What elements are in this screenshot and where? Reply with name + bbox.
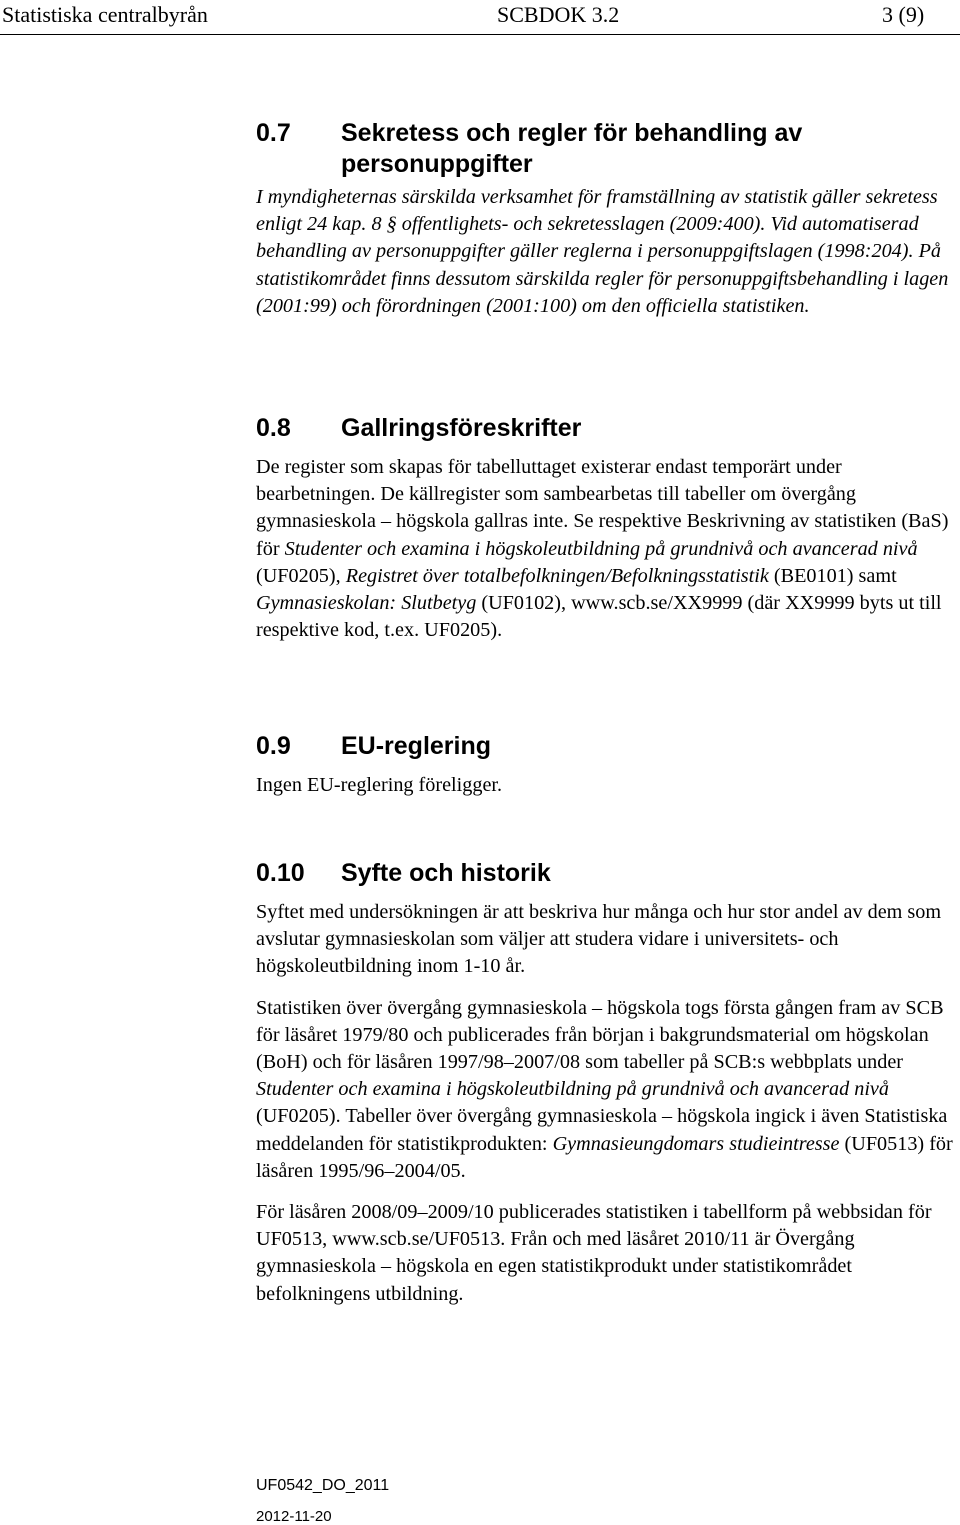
section-heading [256,731,956,762]
section-heading [256,858,956,889]
section-0-9 [256,731,956,799]
italic-title-ref: Gymnasieungdomars studieintresse [552,1132,840,1155]
text-run: (UF0513) för läsåren 1995/96–2004/05. [256,1132,953,1182]
italic-title-ref: Studenter och examina i högskoleutbildning på grundnivå och avancerad nivå [284,537,918,560]
section-heading [256,118,956,180]
section-title: Syfte och historik [341,859,551,887]
footer-date: 2012-11-20 [256,1508,332,1525]
section-paragraph [256,995,956,1185]
section-title: Sekretess och regler för behandling av personuppgifter [341,119,803,178]
section-number: 0.7 [256,119,291,147]
text-run: (UF0205). Tabeller över övergång gymnasieskola – högskola ingick i även Statistiska meddelanden för statistikprodukten: [256,1105,948,1155]
page-header [0,0,960,36]
text-run: (UF0205), [256,564,346,587]
section-number: 0.10 [256,859,305,887]
italic-title-ref: Registret över totalbefolkningen/Befolkningsstatistik [345,564,769,587]
section-0-10 [256,858,956,1308]
section-paragraph: Syftet med undersökningen är att beskriva hur många och hur stor andel av dem som avslutar gymnasieskolan som väljer att studera vidare i universitets- och högskoleutbildning inom 1-10 år. [256,901,942,978]
header-document-code: SCBDOK 3.2 [497,2,620,27]
section-paragraph [256,184,956,320]
section-paragraph [256,454,956,644]
section-title: EU-reglering [341,732,492,760]
section-title: Gallringsföreskrifter [341,414,582,442]
text-run: (UF0102), www.scb.se/XX9999 (där XX9999 byts ut till respektive kod, t.ex. UF0205). [256,592,942,642]
section-paragraph: Ingen EU-reglering föreligger. [256,774,503,796]
footer-document-code: UF0542_DO_2011 [256,1477,390,1494]
italic-title-ref: Gymnasieskolan: Slutbetyg [256,592,477,615]
section-number: 0.8 [256,414,291,442]
section-number: 0.9 [256,732,291,760]
header-divider [0,34,960,35]
italic-text: I myndigheternas särskilda verksamhet för framställning av statistik gäller sekretess enligt 24 kap. 8 § offentlighets- och sekretesslagen (2009:400). Vid automatiserad behandling av personuppgifter gäller reglerna i personuppgiftslagen (1998:204). På statistikområdet finns dessutom särskilda regler för personuppgiftsbehandling i lagen (2001:99) och förordningen (2001:100) om den officiella statistiken. [256,186,949,317]
header-page-number: 3 (9) [882,2,925,27]
header-organization: Statistiska centralbyrån [2,2,208,27]
text-run: Statistiken över övergång gymnasieskola – högskola togs första gången fram av SCB för läsåret 1979/80 och publicerades från början i bakgrundsmaterial om högskolan (BoH) och för läsåren 1997/98–2007/08 som tabeller på SCB:s webbplats under [256,996,944,1074]
text-run: De register som skapas för tabelluttaget existerar endast temporärt under bearbetningen. De källregister som sambearbetas till tabeller om övergång gymnasieskola – högskola gallras inte. Se respektive Beskrivning av statistiken (BaS) för [256,456,949,560]
section-heading [256,413,956,444]
section-0-8 [256,413,956,644]
text-run: (BE0101) samt [768,564,897,587]
italic-title-ref: Studenter och examina i högskoleutbildning på grundnivå och avancerad nivå [256,1078,889,1101]
section-paragraph: För läsåren 2008/09–2009/10 publicerades statistiken i tabellform på webbsidan för UF0513, www.scb.se/UF0513. Från och med läsåret 2010/11 är Övergång gymnasieskola – högskola en egen statistikprodukt under statistikområdet befolkningens utbildning. [256,1201,932,1305]
section-0-7 [256,118,956,320]
